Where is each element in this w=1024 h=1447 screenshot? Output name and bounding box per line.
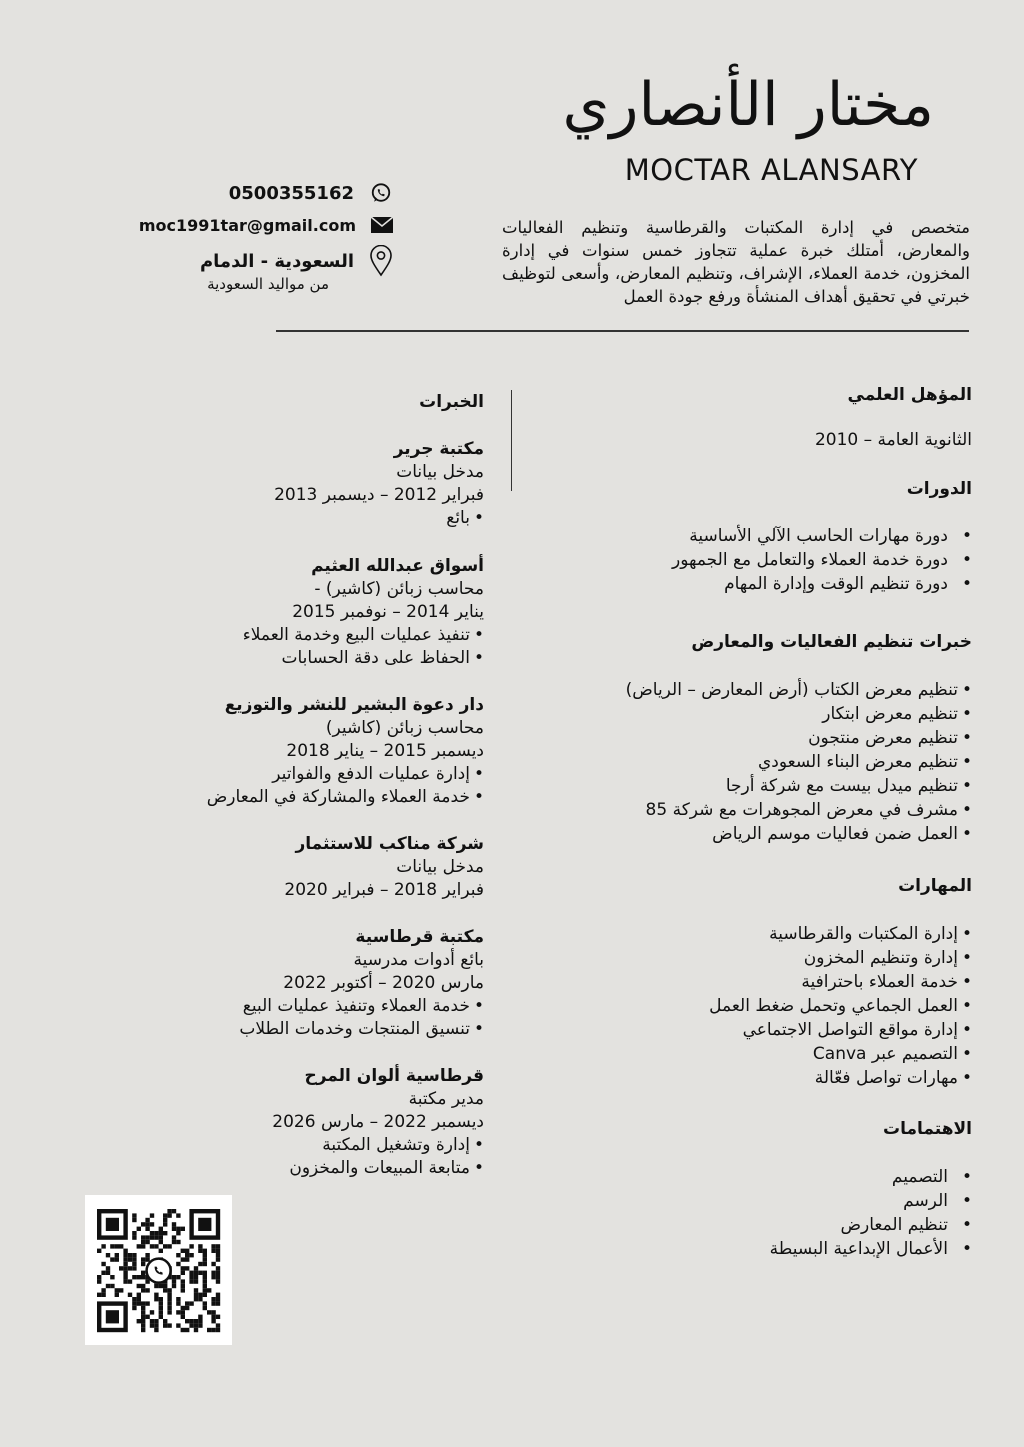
list-item: • دورة مهارات الحاسب الآلي الأساسية xyxy=(552,524,972,548)
list-item: • تنظيم معرض منتجون xyxy=(552,726,972,750)
job-company: أسواق عبدالله العثيم xyxy=(311,556,484,576)
list-item: • تنظيم معرض الكتاب (أرض المعارض – الرياض) xyxy=(552,678,972,702)
contact-location-row xyxy=(154,245,394,277)
job-role: مدخل بيانات xyxy=(396,857,484,877)
job-bullet: • إدارة وتشغيل المكتبة xyxy=(104,1134,484,1157)
job-bullet: • تنسيق المنتجات وخدمات الطلاب xyxy=(104,1018,484,1041)
job-bullet: • تنفيذ عمليات البيع وخدمة العملاء xyxy=(104,624,484,647)
interests-title: الاهتمامات xyxy=(883,1119,972,1139)
location: السعودية - الدمام xyxy=(199,250,354,272)
job-role: مدخل بيانات xyxy=(396,462,484,482)
job-entry xyxy=(104,1065,484,1180)
job-bullet: • بائع xyxy=(104,507,484,530)
list-item: • إدارة وتنظيم المخزون xyxy=(552,946,972,970)
list-item: • تنظيم ميدل بيست مع شركة أرجا xyxy=(552,774,972,798)
job-role: بائع أدوات مدرسية xyxy=(353,950,484,970)
job-role: محاسب زبائن (كاشير) xyxy=(325,718,484,738)
job-bullet: • إدارة عمليات الدفع والفواتير xyxy=(104,763,484,786)
list-item: • مهارات تواصل فعّالة xyxy=(552,1066,972,1090)
email-address[interactable]: moc1991tar@gmail.com xyxy=(138,215,356,235)
name-english: MOCTAR ALANSARY xyxy=(624,153,918,187)
profile-summary: متخصص في إدارة المكتبات والقرطاسية وتنظيم الفعاليات والمعارض، أمتلك خبرة عملية تتجاوز خمس سنوات في إدارة المخزون، خدمة العملاء، الإشراف، وتنظيم المعارض، وأسعى لتوظيف خبرتي في تحقيق أهداف المنشأة ورفع جودة العمل xyxy=(502,218,970,306)
job-entry xyxy=(104,438,484,530)
job-period: يناير 2014 – نوفمبر 2015 xyxy=(292,602,484,622)
whatsapp-icon xyxy=(368,180,394,206)
job-entry xyxy=(104,833,484,902)
job-period: فبراير 2018 – فبراير 2020 xyxy=(284,880,484,900)
experience-title: الخبرات xyxy=(419,392,484,412)
skills-list xyxy=(552,922,972,1090)
list-item: • العمل ضمن فعاليات موسم الرياض xyxy=(552,822,972,846)
envelope-icon xyxy=(370,212,394,238)
list-item: • تنظيم المعارض xyxy=(552,1213,972,1237)
list-item: • تنظيم معرض ابتكار xyxy=(552,702,972,726)
job-entry xyxy=(104,555,484,670)
list-item: • خدمة العملاء باحترافية xyxy=(552,970,972,994)
job-period: فبراير 2012 – ديسمبر 2013 xyxy=(274,485,484,505)
list-item: • مشرف في معرض المجوهرات مع شركة 85 xyxy=(552,798,972,822)
job-period: مارس 2020 – أكتوبر 2022 xyxy=(283,973,484,993)
courses-list xyxy=(552,524,972,596)
job-company: شركة مناكب للاستثمار xyxy=(295,834,484,854)
list-item: • العمل الجماعي وتحمل ضغط العمل xyxy=(552,994,972,1018)
list-item: • التصميم xyxy=(552,1165,972,1189)
job-period: ديسمبر 2022 – مارس 2026 xyxy=(272,1112,484,1132)
job-company: مكتبة قرطاسية xyxy=(355,927,484,947)
education-item: الثانوية العامة – 2010 xyxy=(814,430,972,450)
list-item: • تنظيم معرض البناء السعودي xyxy=(552,750,972,774)
job-bullet: • خدمة العملاء والمشاركة في المعارض xyxy=(104,786,484,809)
name-arabic: مختار الأنصاري xyxy=(562,70,934,140)
skills-title: المهارات xyxy=(898,876,972,896)
job-role: مدير مكتبة xyxy=(408,1089,484,1109)
whatsapp-qr-code[interactable] xyxy=(85,1195,232,1345)
contact-phone-row xyxy=(154,180,394,206)
job-entry xyxy=(104,926,484,1041)
qr-code-icon xyxy=(85,1195,232,1345)
courses-title: الدورات xyxy=(906,479,972,499)
list-item: • التصميم عبر Canva xyxy=(552,1042,972,1066)
events-list xyxy=(552,678,972,846)
interests-list xyxy=(552,1165,972,1261)
job-company: مكتبة جرير xyxy=(393,439,484,459)
job-bullet: • متابعة المبيعات والمخزون xyxy=(104,1157,484,1180)
list-item: • إدارة المكتبات والقرطاسية xyxy=(552,922,972,946)
phone-number[interactable]: 0500355162 xyxy=(228,182,354,204)
job-bullet: • خدمة العملاء وتنفيذ عمليات البيع xyxy=(104,995,484,1018)
list-item: • إدارة مواقع التواصل الاجتماعي xyxy=(552,1018,972,1042)
list-item: • الأعمال الإبداعية البسيطة xyxy=(552,1237,972,1261)
list-item: • دورة خدمة العملاء والتعامل مع الجمهور xyxy=(552,548,972,572)
job-company: دار دعوة البشير للنشر والتوزيع xyxy=(224,695,484,715)
job-bullet: • الحفاظ على دقة الحسابات xyxy=(104,647,484,670)
job-period: ديسمبر 2015 – يناير 2018 xyxy=(286,741,484,761)
job-company: قرطاسية ألوان المرح xyxy=(304,1066,484,1086)
list-item: • الرسم xyxy=(552,1189,972,1213)
location-pin-icon xyxy=(368,245,394,277)
list-item: • دورة تنظيم الوقت وإدارة المهام xyxy=(552,572,972,596)
events-title: خبرات تنظيم الفعاليات والمعارض xyxy=(691,632,972,652)
contact-email-row xyxy=(138,212,394,238)
column-divider xyxy=(511,390,513,491)
job-entry xyxy=(104,694,484,809)
education-title: المؤهل العلمي xyxy=(847,385,972,405)
header-divider xyxy=(276,330,969,332)
job-role: محاسب زبائن (كاشير) - xyxy=(314,579,484,599)
birthplace: من مواليد السعودية xyxy=(207,275,329,293)
